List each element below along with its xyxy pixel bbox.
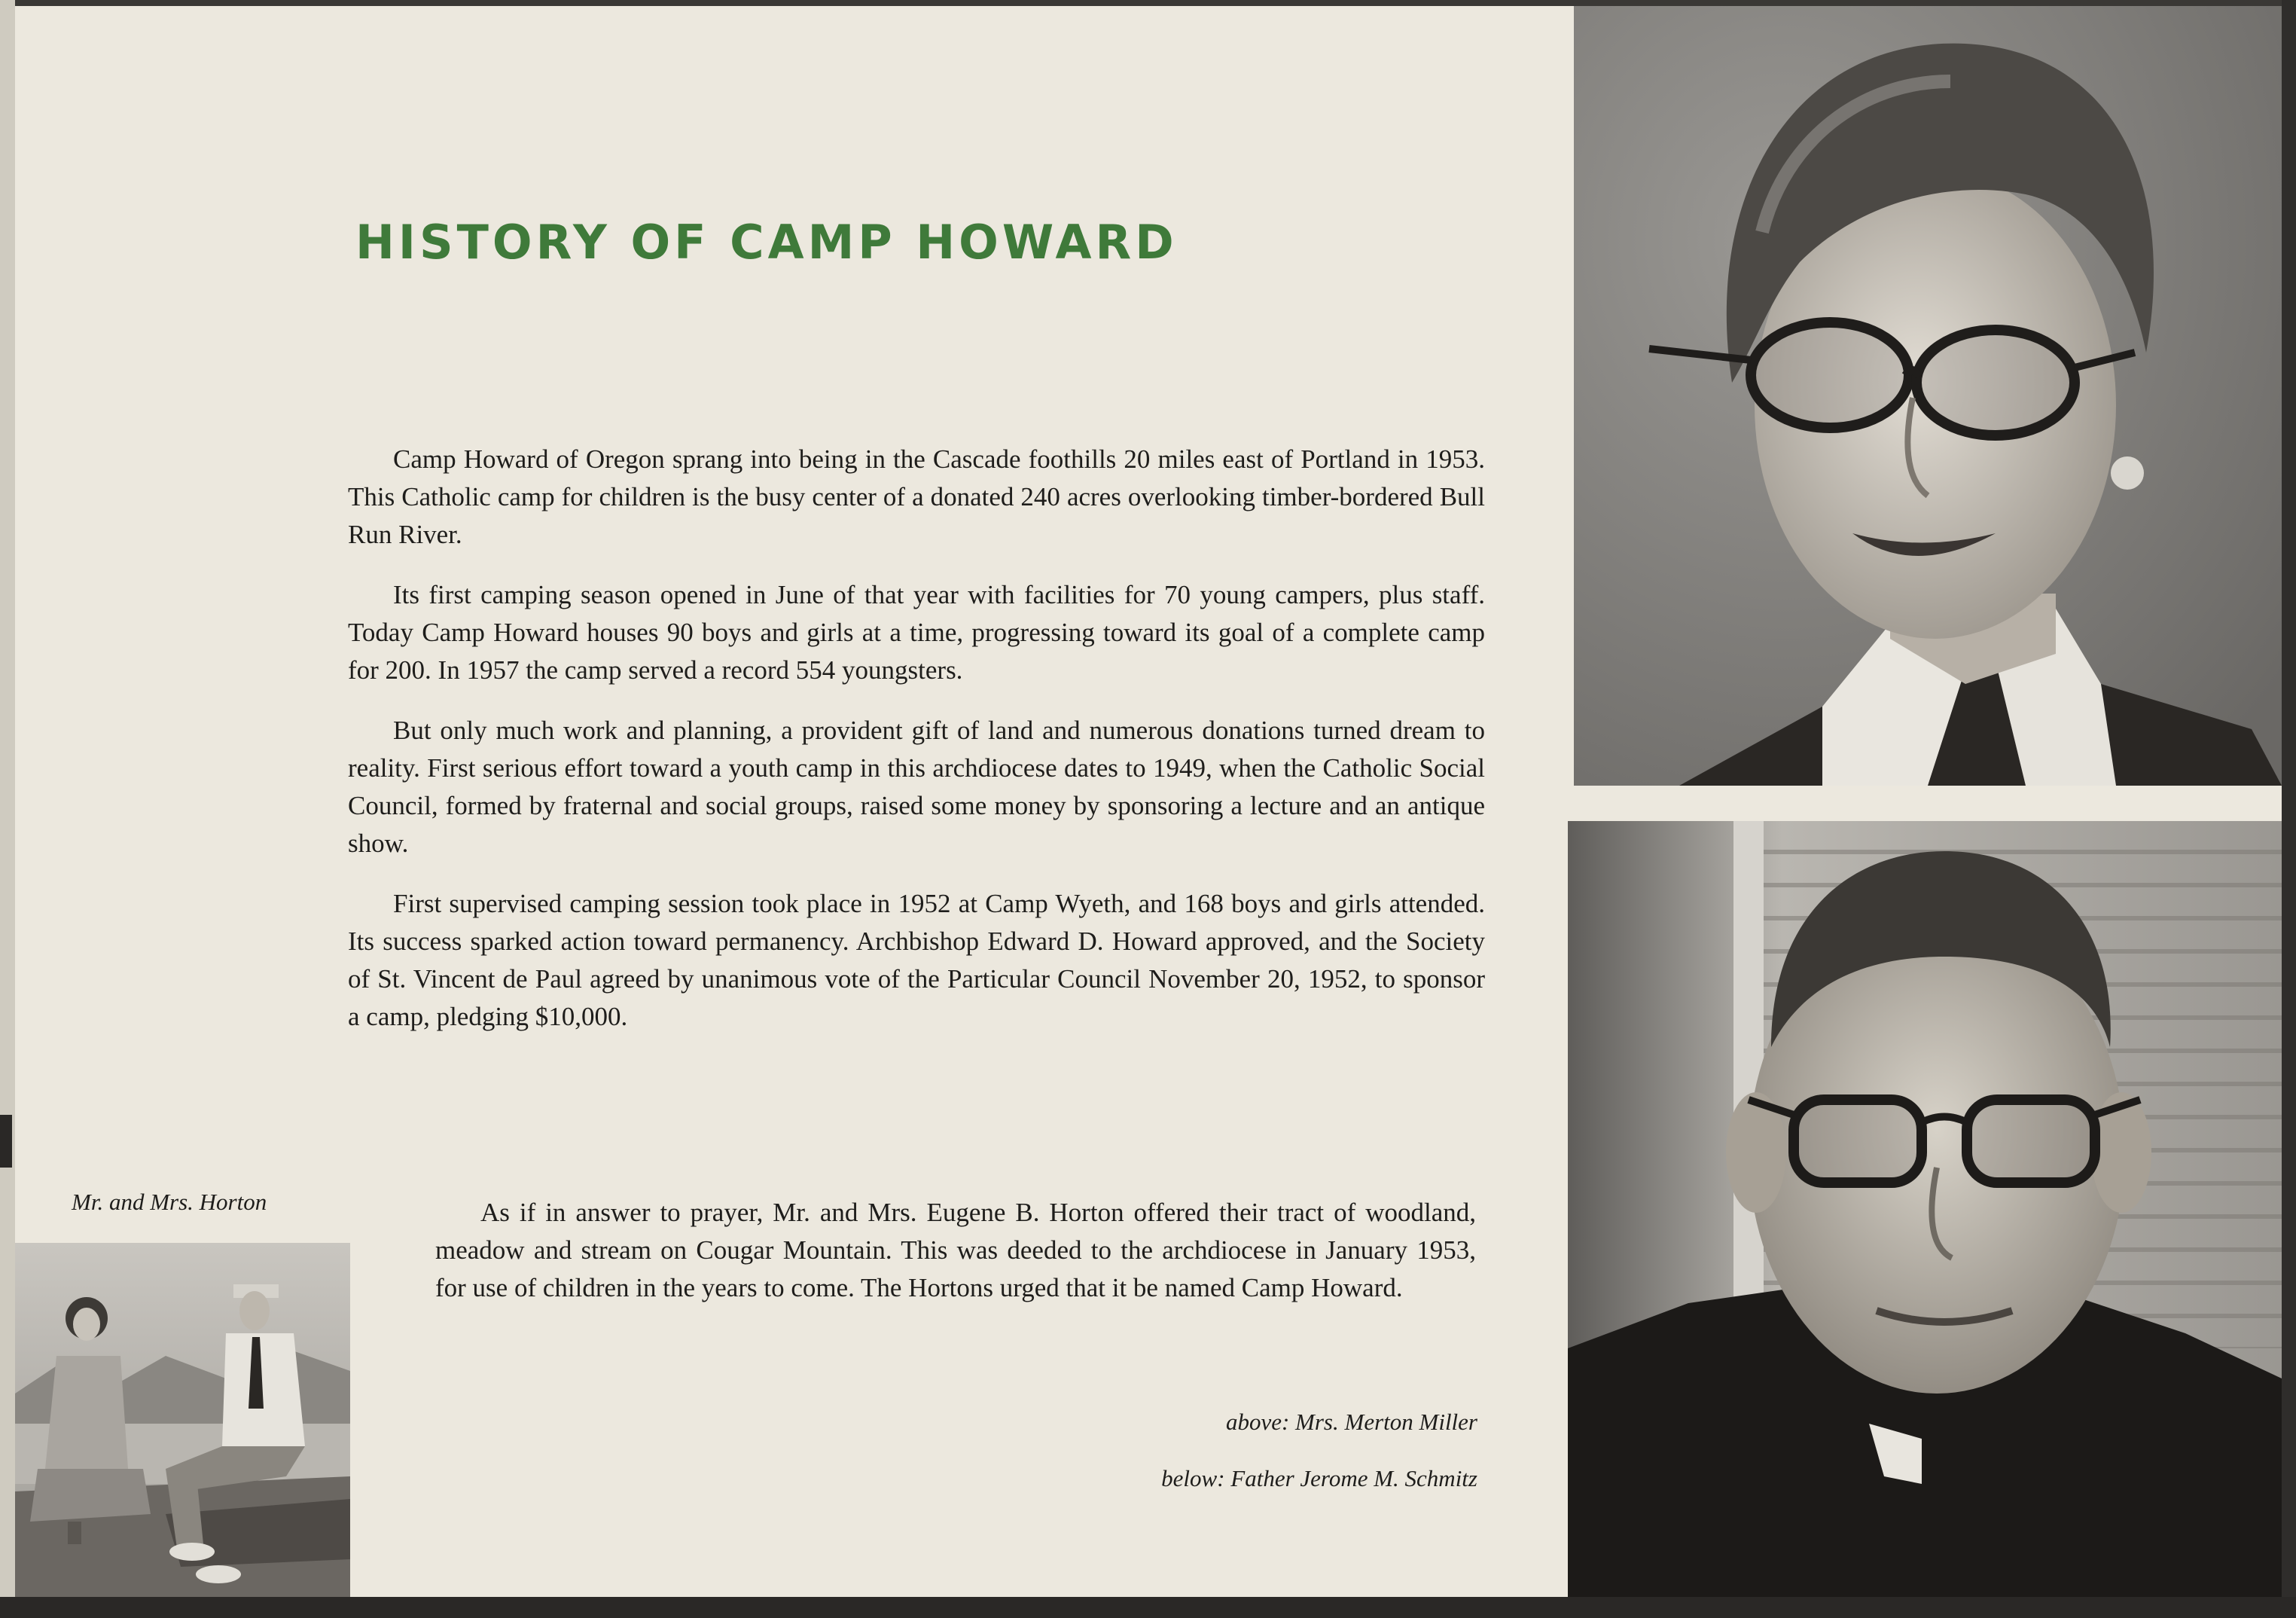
photo-mrs-merton-miller [1574,6,2282,786]
caption-horton: Mr. and Mrs. Horton [72,1189,267,1215]
paragraph-5: As if in answer to prayer, Mr. and Mrs. Eugene B. Horton offered their tract of woodland, meadow and stream on Cougar Mountain. This was deeded to the archdiocese in January 1953, for use of children in the years to come. The Hortons urged that it be named Camp Howard. [435,1198,1476,1302]
page-title: HISTORY OF CAMP HOWARD [355,215,1178,270]
paragraph-1: Camp Howard of Oregon sprang into being in the Cascade foothills 20 miles east of Portland in 1953. This Catholic camp for children is the busy center of a donated 240 acres overlooking timber-bordered Bull Run River. [348,444,1485,549]
paragraph-3: But only much work and planning, a provident gift of land and numerous donations turned dream to reality. First serious effort toward a youth camp in this archdiocese dates to 1949, when the Catholic Social Council, formed by fraternal and social groups, raised some money by sponsoring a lecture and an antique show. [348,716,1485,858]
photo-father-jerome-schmitz [1568,821,2282,1597]
photo-mr-and-mrs-horton [15,1243,350,1597]
history-body-continued [435,1194,1476,1307]
top-edge-shadow [0,0,2296,6]
left-page-edge [0,0,15,1618]
history-body [348,441,1485,1058]
bottom-edge-shadow [0,1597,2296,1618]
caption-below: below: Father Jerome M. Schmitz [1161,1465,1477,1491]
caption-above: above: Mrs. Merton Miller [1225,1409,1477,1435]
paragraph-4: First supervised camping session took place in 1952 at Camp Wyeth, and 168 boys and girls attended. Its success sparked action toward permanency. Archbishop Edward D. Howard approved, and the Society of St. Vincent de Paul agreed by unanimous vote of the Particular Council November 20, 1952, to sponsor a camp, pledging $10,000. [348,889,1485,1031]
left-binding-mark [0,1115,12,1168]
paragraph-2: Its first camping season opened in June of that year with facilities for 70 young campers, plus staff. Today Camp Howard houses 90 boys and girls at a time, progressing toward its goal of a complete camp for 200. In 1957 the camp served a record 554 youngsters. [348,580,1485,685]
right-page-edge [2282,0,2296,1618]
